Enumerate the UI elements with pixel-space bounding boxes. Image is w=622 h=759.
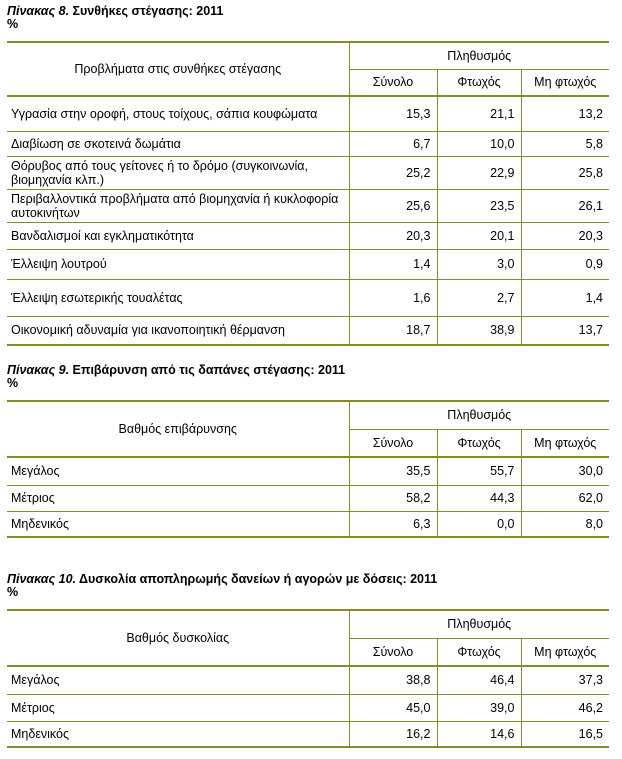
table-row — [7, 156, 609, 189]
cell-non-poor: 26,1 — [521, 189, 609, 222]
row-label: Μηδενικός — [7, 721, 349, 747]
cell-poor: 21,1 — [437, 96, 521, 131]
table-10-row-header: Βαθμός δυσκολίας — [7, 610, 349, 666]
table-10-title: Πίνακας 10. Δυσκολία αποπληρωμής δανείων ή αγορών με δόσεις: 2011 — [7, 572, 438, 586]
cell-non-poor: 13,7 — [521, 316, 609, 345]
cell-non-poor: 25,8 — [521, 156, 609, 189]
cell-poor: 3,0 — [437, 249, 521, 279]
table-10-section — [7, 572, 609, 748]
cell-poor: 20,1 — [437, 222, 521, 249]
table-9-row-header: Βαθμός επιβάρυνσης — [7, 401, 349, 457]
row-label: Μέτριος — [7, 485, 349, 511]
table-row — [7, 721, 609, 747]
table-10 — [7, 609, 609, 748]
row-label: Μηδενικός — [7, 511, 349, 537]
cell-non-poor: 13,2 — [521, 96, 609, 131]
table-10-unit: % — [7, 585, 19, 599]
row-label: Μέτριος — [7, 694, 349, 721]
table-9 — [7, 400, 609, 538]
table-row — [7, 222, 609, 249]
cell-total: 45,0 — [349, 694, 437, 721]
column-header-poor: Φτωχός — [437, 429, 521, 457]
cell-non-poor: 1,4 — [521, 279, 609, 316]
cell-non-poor: 8,0 — [521, 511, 609, 537]
table-row — [7, 96, 609, 131]
cell-poor: 22,9 — [437, 156, 521, 189]
cell-non-poor: 20,3 — [521, 222, 609, 249]
table-8-group-header: Πληθυσμός — [349, 42, 609, 69]
cell-poor: 0,0 — [437, 511, 521, 537]
row-label: Μεγάλος — [7, 457, 349, 485]
cell-total: 1,6 — [349, 279, 437, 316]
row-label: Περιβαλλοντικά προβλήματα από βιομηχανία ή κυκλοφορία αυτοκινήτων — [7, 189, 349, 222]
cell-poor: 14,6 — [437, 721, 521, 747]
table-8-title: Πίνακας 8. Συνθήκες στέγασης: 2011 — [7, 4, 224, 18]
row-label: Βανδαλισμοί και εγκληματικότητα — [7, 222, 349, 249]
table-8-row-header: Προβλήματα στις συνθήκες στέγασης — [7, 42, 349, 96]
cell-poor: 38,9 — [437, 316, 521, 345]
column-header-poor: Φτωχός — [437, 638, 521, 666]
cell-total: 6,3 — [349, 511, 437, 537]
column-header-total: Σύνολο — [349, 638, 437, 666]
cell-non-poor: 46,2 — [521, 694, 609, 721]
table-row — [7, 457, 609, 485]
cell-total: 16,2 — [349, 721, 437, 747]
row-label: Διαβίωση σε σκοτεινά δωμάτια — [7, 131, 349, 156]
cell-poor: 46,4 — [437, 666, 521, 694]
row-label: Οικονομική αδυναμία για ικανοποιητική θέρμανση — [7, 316, 349, 345]
table-8-section — [7, 4, 609, 346]
cell-total: 58,2 — [349, 485, 437, 511]
table-row — [7, 511, 609, 537]
cell-non-poor: 30,0 — [521, 457, 609, 485]
table-10-group-header: Πληθυσμός — [349, 610, 609, 638]
cell-poor: 55,7 — [437, 457, 521, 485]
cell-poor: 39,0 — [437, 694, 521, 721]
table-9-section — [7, 363, 609, 538]
cell-total: 25,6 — [349, 189, 437, 222]
table-row — [7, 249, 609, 279]
cell-total: 38,8 — [349, 666, 437, 694]
cell-non-poor: 62,0 — [521, 485, 609, 511]
table-row — [7, 694, 609, 721]
column-header-total: Σύνολο — [349, 429, 437, 457]
column-header-non-poor: Μη φτωχός — [521, 638, 609, 666]
cell-poor: 10,0 — [437, 131, 521, 156]
column-header-total: Σύνολο — [349, 69, 437, 96]
table-9-title: Πίνακας 9. Επιβάρυνση από τις δαπάνες στέγασης: 2011 — [7, 363, 346, 377]
cell-total: 25,2 — [349, 156, 437, 189]
cell-total: 15,3 — [349, 96, 437, 131]
cell-poor: 2,7 — [437, 279, 521, 316]
table-8 — [7, 41, 609, 346]
column-header-non-poor: Μη φτωχός — [521, 69, 609, 96]
cell-total: 6,7 — [349, 131, 437, 156]
cell-poor: 44,3 — [437, 485, 521, 511]
column-header-non-poor: Μη φτωχός — [521, 429, 609, 457]
column-header-poor: Φτωχός — [437, 69, 521, 96]
table-row — [7, 131, 609, 156]
cell-non-poor: 5,8 — [521, 131, 609, 156]
cell-total: 1,4 — [349, 249, 437, 279]
cell-total: 35,5 — [349, 457, 437, 485]
table-9-group-header: Πληθυσμός — [349, 401, 609, 429]
table-row — [7, 316, 609, 345]
table-row — [7, 189, 609, 222]
row-label: Θόρυβος από τους γείτονες ή το δρόμο (συγκοινωνία, βιομηχανία κλπ.) — [7, 156, 349, 189]
cell-total: 20,3 — [349, 222, 437, 249]
cell-non-poor: 16,5 — [521, 721, 609, 747]
table-9-unit: % — [7, 376, 19, 390]
table-row — [7, 279, 609, 316]
table-row — [7, 485, 609, 511]
cell-total: 18,7 — [349, 316, 437, 345]
cell-non-poor: 0,9 — [521, 249, 609, 279]
table-8-unit: % — [7, 17, 19, 31]
cell-non-poor: 37,3 — [521, 666, 609, 694]
table-row — [7, 666, 609, 694]
row-label: Μεγάλος — [7, 666, 349, 694]
row-label: Έλλειψη λουτρού — [7, 249, 349, 279]
row-label: Έλλειψη εσωτερικής τουαλέτας — [7, 279, 349, 316]
cell-poor: 23,5 — [437, 189, 521, 222]
row-label: Υγρασία στην οροφή, στους τοίχους, σάπια κουφώματα — [7, 96, 349, 131]
